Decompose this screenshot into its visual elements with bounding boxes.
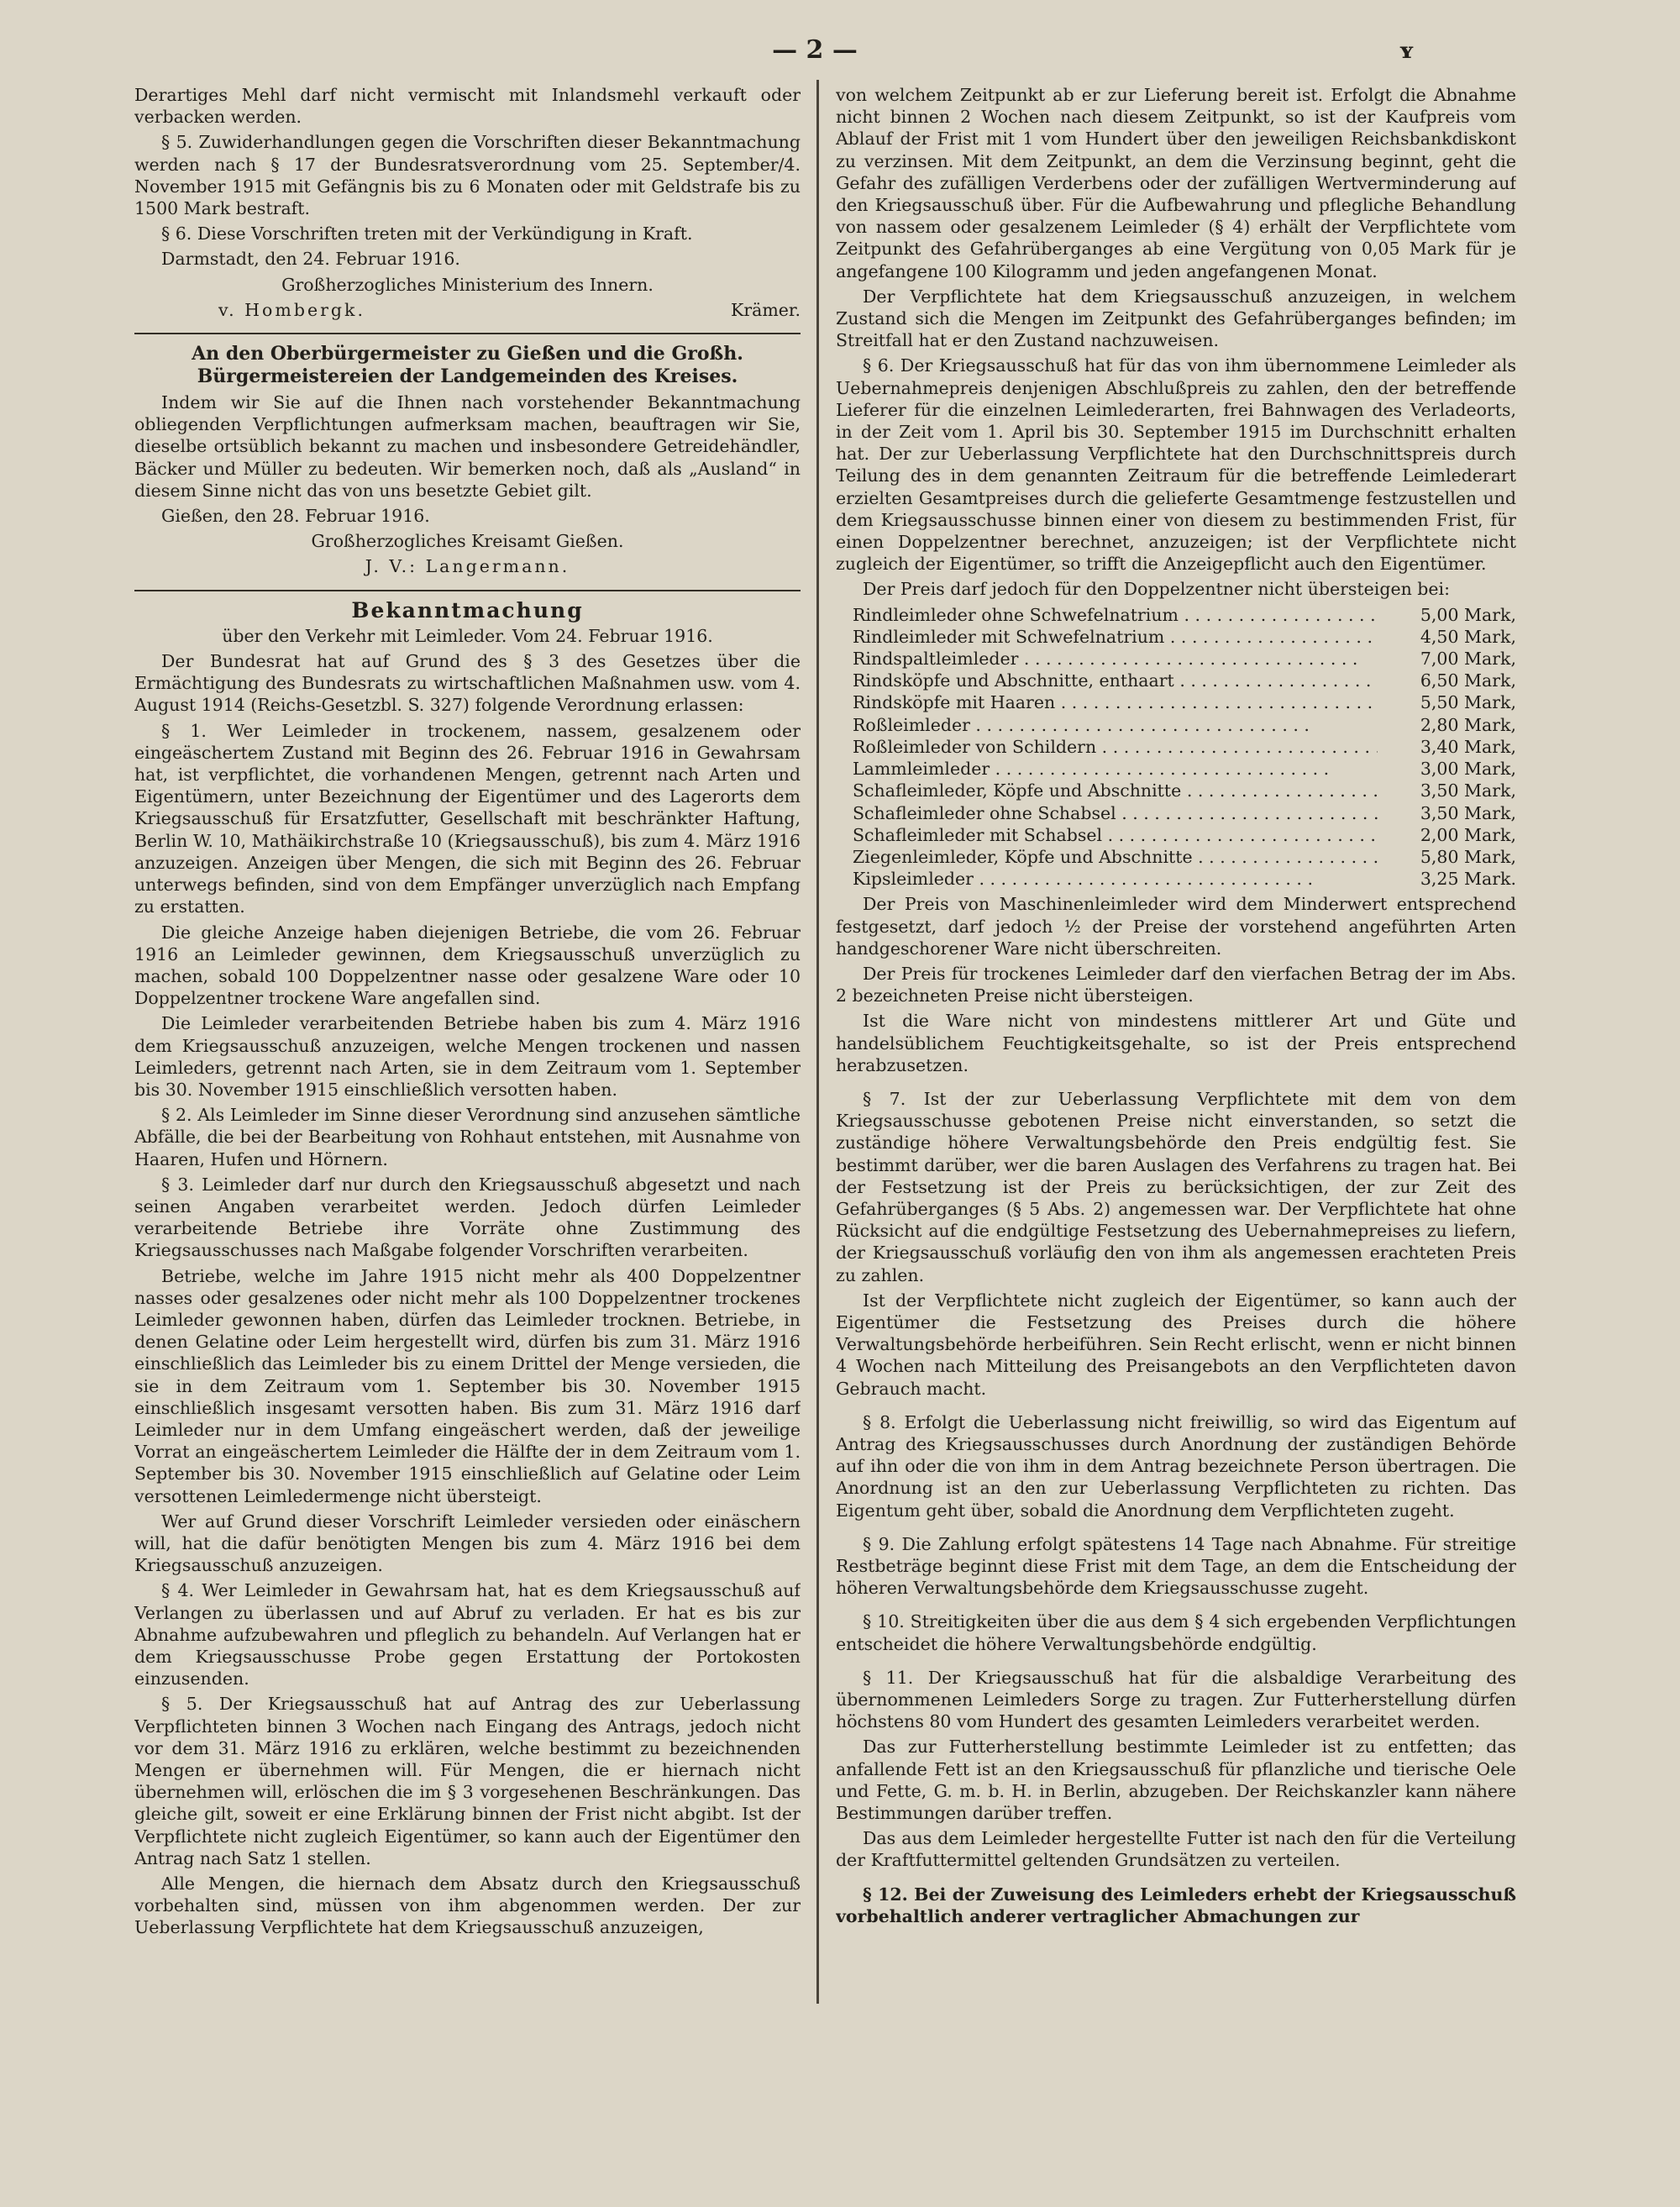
section-heading: An den Oberbürgermeister zu Gießen und die Großh. Bürgermeistereien der Landgemeinden des Kreises. — [192, 343, 743, 388]
price-row — [853, 780, 1516, 801]
price-item: Roßleimleder . . . — [853, 714, 1378, 736]
column-divider — [816, 80, 819, 2004]
paragraph: Der Preis für trockenes Leimleder darf den vierfachen Betrag der im Abs. 2 bezeichneten Preise nicht übersteigen. — [836, 963, 1516, 1006]
price-item: Rindleimleder mit Schwefelnatrium . . . — [853, 626, 1378, 648]
paragraph: Betriebe, welche im Jahre 1915 nicht mehr als 400 Doppelzentner nasses oder gesalzenes oder nicht mehr als 100 Doppelzentner trockenes Leimleder gewonnen haben, dürfen das Leimleder trocknen. Betriebe, in denen Gelatine oder Leim hergestellt wird, dürfen bis zum 31. März 1916 einschließlich das Leimleder bis zu einem Drittel der Menge versieden, die sie in dem Zeitraum vom 1. September bis 30. November 1915 einschließlich insgesamt versotten haben. Bis zum 31. März 1916 darf Leimleder nur in dem Umfang eingeäschert werden, daß der jeweilige Vorrat an eingeäschertem Leimleder die Hälfte der in dem Zeitraum vom 1. September bis 30. November 1915 einschließlich auf Gelatine oder Leim versottenen Leimledermenge nicht übersteigt. — [134, 1265, 801, 1506]
price-value: 3,40 Mark, — [1420, 736, 1516, 757]
price-value: 7,00 Mark, — [1420, 649, 1516, 670]
price-row — [853, 758, 1516, 780]
paragraph: Die gleiche Anzeige haben diejenigen Betriebe, die vom 26. Februar 1916 an Leimleder gewinnen, dem Kriegsausschuß unverzüglich zu machen, sobald 100 Doppelzentner nasse oder gesalzene Ware oder 10 Doppelzentner trockene Ware angefallen sind. — [134, 922, 801, 1009]
price-item: Rindsköpfe und Abschnitte, enthaart . . . — [853, 670, 1378, 691]
price-item: Rindleimleder ohne Schwefelnatrium . . . — [853, 604, 1378, 626]
price-item: Schafleimleder ohne Schabsel . . . — [853, 802, 1378, 824]
price-row — [853, 691, 1516, 713]
paragraph: § 9. Die Zahlung erfolgt spätestens 14 Tage nach Abnahme. Für streitige Restbeträge beginnt diese Frist mit dem Tage, an dem die Entscheidung der höheren Verwaltungsbehörde dem Kriegsausschusse zugeht. — [836, 1533, 1516, 1599]
paragraph: § 6. Der Kriegsausschuß hat für das von ihm übernommene Leimleder als Uebernahmepreis denjenigen Abschlußpreis zu zahlen, den der betreffende Lieferer für die einzelnen Leimlederarten, frei Bahnwagen des Verladeorts, in der Zeit vom 1. April bis 30. September 1915 im Durchschnitt erhalten hat. Der zur Ueberlassung Verpflichtete hat den Durchschnittspreis durch Teilung des in dem genannten Zeitraum für die betreffende Leimlederart erzielten Gesamtpreises durch die gelieferte Gesamtmenge festzustellen und dem Kriegsausschusse binnen einer von diesem zu bestimmenden Frist, für einen Doppelzentner berechnet, anzuzeigen; ist der Verpflichtete nicht zugleich der Eigentümer, so trifft die Anzeigepflicht auch den Eigentümer. — [836, 355, 1516, 575]
paragraph: § 4. Wer Leimleder in Gewahrsam hat, hat es dem Kriegsausschuß auf Verlangen zu überlassen und auf Abruf zu verladen. Er hat es bis zur Abnahme aufzubewahren und pfleglich zu behandeln. Auf Verlangen hat er dem Kriegsausschusse Probe gegen Erstattung der Portokosten einzusenden. — [134, 1580, 801, 1689]
ministry-line: Großherzogliches Ministerium des Innern. — [281, 274, 654, 295]
price-value: 3,00 Mark, — [1420, 759, 1516, 780]
paragraph: Alle Mengen, die hiernach dem Absatz durch den Kriegsausschuß vorbehalten sind, müssen von ihm abgenommen werden. Der zur Ueberlassung Verpflichtete hat dem Kriegsausschuß anzuzeigen, — [134, 1873, 801, 1938]
price-item: Roßleimleder von Schildern . . . — [853, 736, 1378, 758]
price-value: 3,25 Mark. — [1420, 869, 1516, 890]
signature-left: v. Hombergk. — [218, 299, 365, 320]
signature-line: J. V.: Langermann. — [365, 556, 570, 577]
price-row — [853, 846, 1516, 868]
price-item: Kipsleimleder . . . — [853, 868, 1378, 890]
price-item: Schafleimleder mit Schabsel . . . — [853, 824, 1378, 846]
paragraph: Derartiges Mehl darf nicht vermischt mit Inlandsmehl verkauft oder verbacken werden. — [134, 85, 801, 128]
paragraph: § 8. Erfolgt die Ueberlassung nicht freiwillig, so wird das Eigentum auf Antrag des Kriegsausschusses durch Anordnung der zuständigen Behörde auf ihn oder die von ihm in dem Antrag bezeichnete Person übertragen. Die Anordnung ist an den zur Ueberlassung Verpflichteten zu richten. Das Eigentum geht über, sobald die Anordnung dem Verpflichteten zugeht. — [836, 1411, 1516, 1521]
price-item: Lammleimleder . . . — [853, 758, 1378, 780]
announcement-title: Bekanntmachung — [351, 597, 584, 623]
paragraph: Ist die Ware nicht von mindestens mittlerer Art und Güte und handelsüblichem Feuchtigkeitsgehalte, so ist der Preis entsprechend herabzusetzen. — [836, 1011, 1516, 1075]
price-value: 3,50 Mark, — [1420, 780, 1516, 801]
date-line: Gießen, den 28. Februar 1916. — [161, 506, 430, 527]
divider — [134, 333, 801, 334]
price-row — [853, 868, 1516, 890]
signature-line — [134, 299, 801, 321]
paragraph: Der Preis darf jedoch für den Doppelzentner nicht übersteigen bei: — [863, 579, 1451, 600]
price-table — [853, 604, 1516, 891]
paragraph: Das zur Futterherstellung bestimmte Leimleder ist zu entfetten; das anfallende Fett ist an den Kriegsausschuß für pflanzliche und tierische Oele und Fette, G. m. b. H. in Berlin, abzugeben. Der Reichskanzler kann nähere Bestimmungen darüber treffen. — [836, 1737, 1516, 1824]
paragraph: § 3. Leimleder darf nur durch den Kriegsausschuß abgesetzt und nach seinen Angaben verarbeitet werden. Jedoch dürfen Leimleder verarbeitende Betriebe ihre Vorräte ohne Zustimmung des Kriegsausschusses nach Maßgabe folgender Vorschriften verarbeiten. — [134, 1174, 801, 1261]
date-line: Darmstadt, den 24. Februar 1916. — [161, 249, 460, 270]
page-number: — 2 — — [772, 35, 858, 65]
paragraph: § 5. Zuwiderhandlungen gegen die Vorschriften dieser Bekanntmachung werden nach § 17 der Bundesratsverordnung vom 25. September/4. November 1915 mit Gefängnis bis zu 6 Monaten oder mit Geldstrafe bis zu 1500 Mark bestraft. — [134, 132, 801, 219]
price-item: Ziegenleimleder, Köpfe und Abschnitte . . . — [853, 846, 1378, 868]
paragraph: § 10. Streitigkeiten über die aus dem § 4 sich ergebenden Verpflichtungen entscheidet die höhere Verwaltungsbehörde endgültig. — [836, 1611, 1516, 1654]
paragraph: § 12. Bei der Zuweisung des Leimleders erhebt der Kriegsausschuß vorbehaltlich anderer vertraglicher Abmachungen zur — [836, 1884, 1516, 1926]
paragraph: § 1. Wer Leimleder in trockenem, nassem, gesalzenem oder eingeäschertem Zustand mit Beginn des 26. Februar 1916 in Gewahrsam hat, ist verpflichtet, die vorhandenen Mengen, getrennt nach Arten und Eigentümern, unter Bezeichnung der Eigentümer und des Lagerorts dem Kriegsausschuß für Ersatzfutter, Gesellschaft mit beschränkter Haftung, Berlin W. 10, Mathäikirchstraße 10 (Kriegsausschuß), bis zum 4. März 1916 anzuzeigen. Anzeigen über Mengen, die sich mit Beginn des 26. Februar unterwegs befinden, sind von dem Empfänger unverzüglich nach Empfang zu erstatten. — [134, 720, 801, 917]
divider — [134, 590, 801, 591]
price-row — [853, 824, 1516, 846]
price-value: 6,50 Mark, — [1420, 670, 1516, 691]
price-value: 5,50 Mark, — [1420, 692, 1516, 713]
paragraph: § 6. Diese Vorschriften treten mit der Verkündigung in Kraft. — [161, 223, 693, 244]
announcement-subtitle: über den Verkehr mit Leimleder. Vom 24. Februar 1916. — [222, 625, 713, 646]
paragraph: Der Verpflichtete hat dem Kriegsausschuß anzuzeigen, in welchem Zustand sich die Mengen im Zeitpunkt des Gefahrüberganges befinden; im Streitfall hat er den Zustand nachzuweisen. — [836, 286, 1516, 351]
price-value: 3,50 Mark, — [1420, 802, 1516, 823]
paragraph: § 2. Als Leimleder im Sinne dieser Verordnung sind anzusehen sämtliche Abfälle, die bei der Bearbeitung von Rohhaut entstehen, mit Ausnahme von Haaren, Hufen und Hörnern. — [134, 1105, 801, 1169]
price-value: 5,00 Mark, — [1420, 604, 1516, 625]
paragraph: § 11. Der Kriegsausschuß hat für die alsbaldige Verarbeitung des übernommenen Leimleders Sorge zu tragen. Zur Futterherstellung dürfen höchstens 80 vom Hundert des gesamten Leimleders verarbeitet werden. — [836, 1667, 1516, 1732]
left-column — [134, 84, 801, 2168]
price-row — [853, 604, 1516, 626]
paragraph: von welchem Zeitpunkt ab er zur Lieferung bereit ist. Erfolgt die Abnahme nicht binnen 2 Wochen nach diesem Zeitpunkt, so ist der Kaufpreis vom Ablauf der Frist mit 1 vom Hundert über den jeweiligen Reichsbankdiskont zu verzinsen. Mit dem Zeitpunkt, an dem die Verzinsung beginnt, geht die Gefahr des zufälligen Verderbens oder der zufälligen Wertverminderung auf den Kriegsausschuß über. Für die Aufbewahrung und pflegliche Behandlung von nassem oder gesalzenem Leimleder (§ 4) erhält der Verpflichtete vom Zeitpunkt des Gefahrüberganges ab eine Vergütung von 0,05 Mark für je angefangene 100 Kilogramm und jeden angefangenen Monat. — [836, 85, 1516, 281]
price-row — [853, 626, 1516, 648]
paragraph: Der Bundesrat hat auf Grund des § 3 des Gesetzes über die Ermächtigung des Bundesrats zu wirtschaftlichen Maßnahmen usw. vom 4. August 1914 (Reichs-Gesetzbl. S. 327) folgende Verordnung erlassen: — [134, 651, 801, 716]
price-value: 2,80 Mark, — [1420, 714, 1516, 735]
price-item: Rindspaltleimleder . . . — [853, 648, 1378, 670]
paragraph: Der Preis von Maschinenleimleder wird dem Minderwert entsprechend festgesetzt, darf jedoch ½ der Preise der vorstehend angeführten Arten handgeschorener Ware nicht überschreiten. — [836, 894, 1516, 959]
paragraph: Ist der Verpflichtete nicht zugleich der Eigentümer, so kann auch der Eigentümer die Festsetzung des Preises durch die höhere Verwaltungsbehörde herbeiführen. Sein Recht erlischt, wenn er nicht binnen 4 Wochen nach Mitteilung des Preisangebots an den Verpflichteten davon Gebrauch macht. — [836, 1290, 1516, 1399]
price-row — [853, 648, 1516, 670]
price-row — [853, 802, 1516, 824]
signature-right: Krämer. — [731, 299, 801, 320]
price-value: 4,50 Mark, — [1420, 626, 1516, 647]
paragraph: Das aus dem Leimleder hergestellte Futter ist nach den für die Verteilung der Kraftfuttermittel geltenden Grundsätzen zu verteilen. — [836, 1828, 1516, 1871]
paragraph: § 7. Ist der zur Ueberlassung Verpflichtete mit dem von dem Kriegsausschusse gebotenen Preise nicht einverstanden, so setzt die zuständige höhere Verwaltungsbehörde den Preis endgültig fest. Sie bestimmt darüber, wer die baren Auslagen des Verfahrens zu tragen hat. Bei der Festsetzung ist der Preis zu berücksichtigen, der zur Zeit des Gefahrüberganges (§ 5 Abs. 2) angemessen war. Der Verpflichtete hat ohne Rücksicht auf die endgültige Festsetzung des Uebernahmepreises zu liefern, der Kriegsausschuß vorläufig den von ihm als angemessen erachteten Preis zu zahlen. — [836, 1088, 1516, 1285]
paragraph: Indem wir Sie auf die Ihnen nach vorstehender Bekanntmachung obliegenden Verpflichtungen aufmerksam machen, beauftragen wir Sie, dieselbe ortsüblich bekannt zu machen und insbesondere Getreidehändler, Bäcker und Müller zu bedeuten. Wir bemerken noch, daß als „Ausland“ in diesem Sinne nicht das von uns besetzte Gebiet gilt. — [134, 392, 801, 501]
office-line: Großherzogliches Kreisamt Gießen. — [311, 531, 624, 552]
price-item: Rindsköpfe mit Haaren . . . — [853, 691, 1378, 713]
price-value: 5,80 Mark, — [1420, 846, 1516, 867]
page-header — [0, 32, 1680, 66]
price-row — [853, 736, 1516, 758]
paragraph: § 5. Der Kriegsausschuß hat auf Antrag des zur Ueberlassung Verpflichteten binnen 3 Wochen nach Eingang des Antrags, jedoch nicht vor dem 31. März 1916 zu erklären, welche bestimmt zu bezeichnenden Mengen er übernehmen will. Für Mengen, die er hiernach nicht übernehmen will, erlöschen die im § 3 vorgesehenen Beschränkungen. Das gleiche gilt, soweit er eine Erklärung binnen der Frist nicht abgibt. Ist der Verpflichtete nicht zugleich Eigentümer, so kann auch der Eigentümer den Antrag nach Satz 1 stellen. — [134, 1694, 801, 1868]
price-row — [853, 714, 1516, 736]
paragraph: Die Leimleder verarbeitenden Betriebe haben bis zum 4. März 1916 dem Kriegsausschuß anzuzeigen, welche Mengen trockenen und nassen Leimleders, getrennt nach Arten, sie in dem Zeitraum vom 1. September bis 30. November 1915 einschließlich versotten haben. — [134, 1013, 801, 1100]
price-row — [853, 670, 1516, 691]
margin-mark: ʏ — [1399, 39, 1415, 64]
right-column — [836, 84, 1516, 2168]
paragraph: Wer auf Grund dieser Vorschrift Leimleder versieden oder einäschern will, hat die dafür benötigten Mengen bis zum 4. März 1916 bei dem Kriegsausschuß anzuzeigen. — [134, 1511, 801, 1576]
price-value: 2,00 Mark, — [1420, 824, 1516, 845]
price-item: Schafleimleder, Köpfe und Abschnitte . . . — [853, 780, 1378, 801]
